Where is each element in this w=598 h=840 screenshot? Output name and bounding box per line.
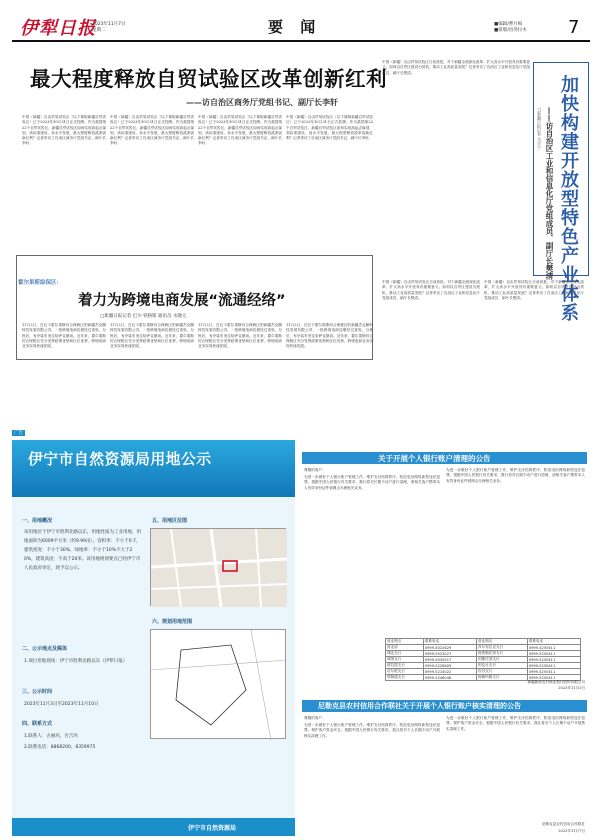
- fta-article-column-2: 11月2日，在位于霍尔果斯综合保税区的新疆杰克聊科技发展有限公司，一批跨境电商包裹经过查验、分拣后，有序装车发往哈萨克斯坦。近年来，霍尔果斯综合保税区充分发挥政策优势和区位优势，跨境电商业务实现快速发展。: [110, 323, 194, 349]
- newspaper-masthead: 伊犁日报: [20, 18, 96, 39]
- main-article-column-3: 中国（新疆）自由贸易试验区（以下简称新疆自贸试验区）已于2023年10月31日正式挂牌。作为我国第22个自贸试验区，新疆自贸试验区如何实现高起点谋划、高标准建设、高水平发展，最大程度释放改革创新红利？记者采访了自治区商务厅党组书记、副厅长李轩。: [198, 115, 282, 146]
- ad-sec3-body: 2023年11月3日至2023年11月10日: [24, 702, 99, 707]
- ad-sec4-title: 四、联系方式: [22, 721, 53, 727]
- main-article-column-2: 中国（新疆）自由贸易试验区（以下简称新疆自贸试验区）已于2023年10月31日正式挂牌。作为我国第22个自贸试验区，新疆自贸试验区如何实现高起点谋划、高标准建设、高水平发展，最大程度释放改革创新红利？记者采访了自治区商务厅党组书记、副厅长李轩。: [110, 115, 194, 146]
- notice1-signature: 新疆新源农村商业银行股份有限公司: [527, 680, 585, 684]
- notice2-date: 2023年11月7日: [558, 829, 585, 833]
- notice1-title: 关于开展个人银行账户清理的公告: [378, 454, 491, 463]
- location-map: [150, 528, 286, 606]
- notice2-signature: 尼勒克县农村信用合作联社: [541, 822, 585, 826]
- ad-sec4-line-1: 1.联系人：古丽玛，吾吉玛: [24, 734, 78, 739]
- editor-credits: [494, 22, 527, 34]
- fta-article-column-1: 11月2日，在位于霍尔果斯综合保税区的新疆杰克聊科技发展有限公司，一批跨境电商包裹经过查验、分拣后，有序装车发往哈萨克斯坦。近年来，霍尔果斯综合保税区充分发挥政策优势和区位优势，跨境电商业务实现快速发展。: [22, 323, 106, 349]
- ad-footer-organization: 伊宁市自然资源局: [188, 825, 237, 832]
- fta-article-column-4: 11月2日，在位于霍尔果斯综合保税区的新疆杰克聊科技发展有限公司，一批跨境电商包裹经过查验、分拣后，有序装车发往哈萨克斯坦。近年来，霍尔果斯综合保税区充分发挥政策优势和区位优势，跨境电商业务实现快速发展。: [286, 323, 373, 349]
- table-cell: 那拉提支行: [386, 663, 424, 669]
- section-title: 要 闻: [268, 18, 322, 36]
- table-cell: 0999-5226605: [423, 663, 476, 669]
- table-cell: 0999-5023027: [423, 651, 476, 657]
- ad-sec1-body: 该用地位于伊宁市胜利北路以东，用地性质为工业用地，用地面积为6009平方米（约9.99亩）。容积率：不小于0.7，建筑密度：不小于30%，绿地率：不小于10%不大于20%，建筑高度：不高于20米。该用地规划要点已经伊宁市人民政府审定，现予以公示。: [24, 530, 141, 571]
- table-cell: 阿热勒托别支行: [477, 651, 528, 657]
- table-cell: 0999-5250411: [527, 663, 580, 669]
- location-map-graphic: [151, 529, 287, 607]
- table-cell: 0999-5250411: [527, 669, 580, 675]
- table-cell: 0999-5250411: [527, 657, 580, 663]
- issue-weekday: 星期二: [92, 28, 106, 33]
- table-cell: 坎苏支行: [477, 669, 528, 675]
- table-cell: 0999-5250411: [527, 675, 580, 681]
- main-article-column-4: 中国（新疆）自由贸易试验区（以下简称新疆自贸试验区）已于2023年10月31日正式挂牌。作为我国第22个自贸试验区，新疆自贸试验区如何实现高起点谋划、高标准建设、高水平发展，最大程度释放改革创新红利？记者采访了自治区商务厅党组书记、副厅长李轩。: [286, 115, 373, 141]
- ad-sec2-body: 1.项目用地现场：伊宁市胜利北路以东（伊犁日报）: [24, 659, 128, 664]
- table-cell: 0999-5246046: [423, 675, 476, 681]
- table-cell: 则克台支行: [477, 663, 528, 669]
- page-number: 7: [568, 17, 580, 38]
- table-cell: 肖尔布拉克支行: [477, 645, 528, 651]
- table-cell: 营业网点: [477, 639, 528, 645]
- ad-sec4-line-2: 2.联系电话：8868200、8359975: [24, 745, 96, 750]
- notice1-body-col2: 为进一步做好个人银行账户管理工作，维护支付结算秩序，防范电信网络新型违法犯罪，根据中国人民银行有关要求，我行将对长期不动户进行清理，请相关客户携带本人有效身份证件到网点办理相关业务。: [446, 468, 585, 483]
- table-cell: 营业网点: [386, 639, 424, 645]
- site-boundary-plan: [150, 629, 286, 739]
- notice1-body-col1: 为进一步做好个人银行账户管理工作，维护支付结算秩序，防范电信网络新型违法犯罪，根据中国人民银行有关要求，我行将对长期不动户进行清理，请相关客户携带本人有效身份证件到网点办理相关业务。: [304, 475, 440, 490]
- table-cell: 城郊支行: [386, 657, 424, 663]
- notice2-body-col2: 为进一步做好个人银行账户管理工作，维护支付结算秩序，防范电信网络新型违法犯罪，保护客户资金安全，根据中国人民银行有关要求，我社将对个人长期不动户开展核实清理工作。: [446, 716, 585, 731]
- ad-title: 伊宁市自然资源局用地公示: [28, 451, 212, 468]
- table-cell: 联系电话: [527, 639, 580, 645]
- notice2-salutation: 尊敬的客户：: [304, 716, 326, 720]
- side-article-body-col1: 中国（新疆）自由贸易试验区日前获批，对于新疆全面深化改革、扩大高水平开放具有重要意义。如何以自贸区建设为契机，推动工业高质量发展？记者采访了自治区工业和信息化厅党组成员、副厅长樊清。: [382, 280, 480, 300]
- table-cell: 塔勒德支行: [386, 675, 424, 681]
- main-headline: 最大程度释放自贸试验区改革创新红利: [30, 67, 387, 91]
- main-subheadline: ——访自治区商务厅党组书记、副厅长李轩: [186, 98, 338, 107]
- table-cell: 0999-5250411: [527, 651, 580, 657]
- side-article-headline: 加快构建开放型特色产业体系: [558, 75, 579, 322]
- notice1-salutation: 尊敬的客户：: [304, 468, 326, 472]
- ad-sec2-title: 二、公示地点及媒体: [22, 646, 68, 652]
- header-rule: [12, 40, 590, 42]
- ad-footer-bar: [12, 818, 295, 836]
- issue-date-block: [92, 22, 126, 34]
- ad-sec3-title: 三、公示时间: [22, 689, 53, 695]
- editor-line-1: ■编辑/曹月梅: [494, 22, 523, 27]
- ad-label: 广告: [14, 431, 23, 436]
- ad-map2-title: 六、规划用地范围: [152, 619, 193, 625]
- notice1-branch-table: [385, 638, 581, 681]
- table-cell: 0999-5022629: [423, 645, 476, 651]
- site-boundary-graphic: [151, 630, 287, 740]
- main-article-column-1: 中国（新疆）自由贸易试验区（以下简称新疆自贸试验区）已于2023年10月31日正式挂牌。作为我国第22个自贸试验区，新疆自贸试验区如何实现高起点谋划、高标准建设、高水平发展，最大程度释放改革创新红利？记者采访了自治区商务厅党组书记、副厅长李轩。: [22, 115, 106, 146]
- table-cell: 0999-5030517: [423, 657, 476, 663]
- fta-article-byline: □新疆日报记者 巴尔·铁格斯 通讯员 永隆元: [100, 314, 187, 319]
- side-article-byline: □新疆日报记者 马学宁: [537, 107, 542, 150]
- fta-article-column-3: 11月2日，在位于霍尔果斯综合保税区的新疆杰克聊科技发展有限公司，一批跨境电商包裹经过查验、分拣后，有序装车发往哈萨克斯坦。近年来，霍尔果斯综合保税区充分发挥政策优势和区位优势，跨境电商业务实现快速发展。: [198, 323, 282, 349]
- ad-map1-title: 五、用地区位图: [152, 518, 188, 524]
- side-article-body-col2: 中国（新疆）自由贸易试验区日前获批，对于新疆全面深化改革、扩大高水平开放具有重要意义。如何以自贸区建设为契机，推动工业高质量发展？记者采访了自治区工业和信息化厅党组成员、副厅长樊清。: [484, 280, 584, 300]
- fta-article-headline: 着力为跨境电商发展“流通经络”: [78, 293, 286, 309]
- table-cell: 阿勒玛勒支行: [477, 675, 528, 681]
- notice1-date: 2023年11月3日: [558, 686, 585, 690]
- table-cell: 别斯托别支行: [477, 657, 528, 663]
- table-cell: 城北支行: [386, 651, 424, 657]
- notice2-title: 尼勒克县农村信用合作联社关于开展个人银行账户核实清理的公告: [318, 702, 521, 710]
- ad-sec1-title: 一、用地概况: [22, 518, 53, 524]
- table-cell: 营业部: [386, 645, 424, 651]
- editor-line-2: ■排版/再努拉木: [494, 28, 527, 33]
- side-article-body-top: 中国（新疆）自由贸易试验区日前获批，对于新疆全面深化改革、扩大高水平开放具有重要意义。如何以自贸区建设为契机，推动工业高质量发展？记者采访了自治区工业和信息化厅党组成员、副厅长樊清。: [382, 60, 530, 75]
- table-cell: 0999-5215022: [423, 669, 476, 675]
- issue-date: 2023年11月7日: [92, 22, 126, 27]
- table-cell: 联系电话: [423, 639, 476, 645]
- table-cell: 吐尔根支行: [386, 669, 424, 675]
- side-article-subheadline: ——访自治区工业和信息化厅党组成员、副厅长樊清: [545, 107, 554, 280]
- notice2-body-col1: 为进一步做好个人银行账户管理工作，维护支付结算秩序，防范电信网络新型违法犯罪，保护客户资金安全，根据中国人民银行有关要求，我社将对个人长期不动户开展核实清理工作。: [304, 723, 440, 738]
- fta-article-kicker: 霍尔果斯综保区：: [18, 280, 63, 286]
- table-cell: 0999-5250411: [527, 645, 580, 651]
